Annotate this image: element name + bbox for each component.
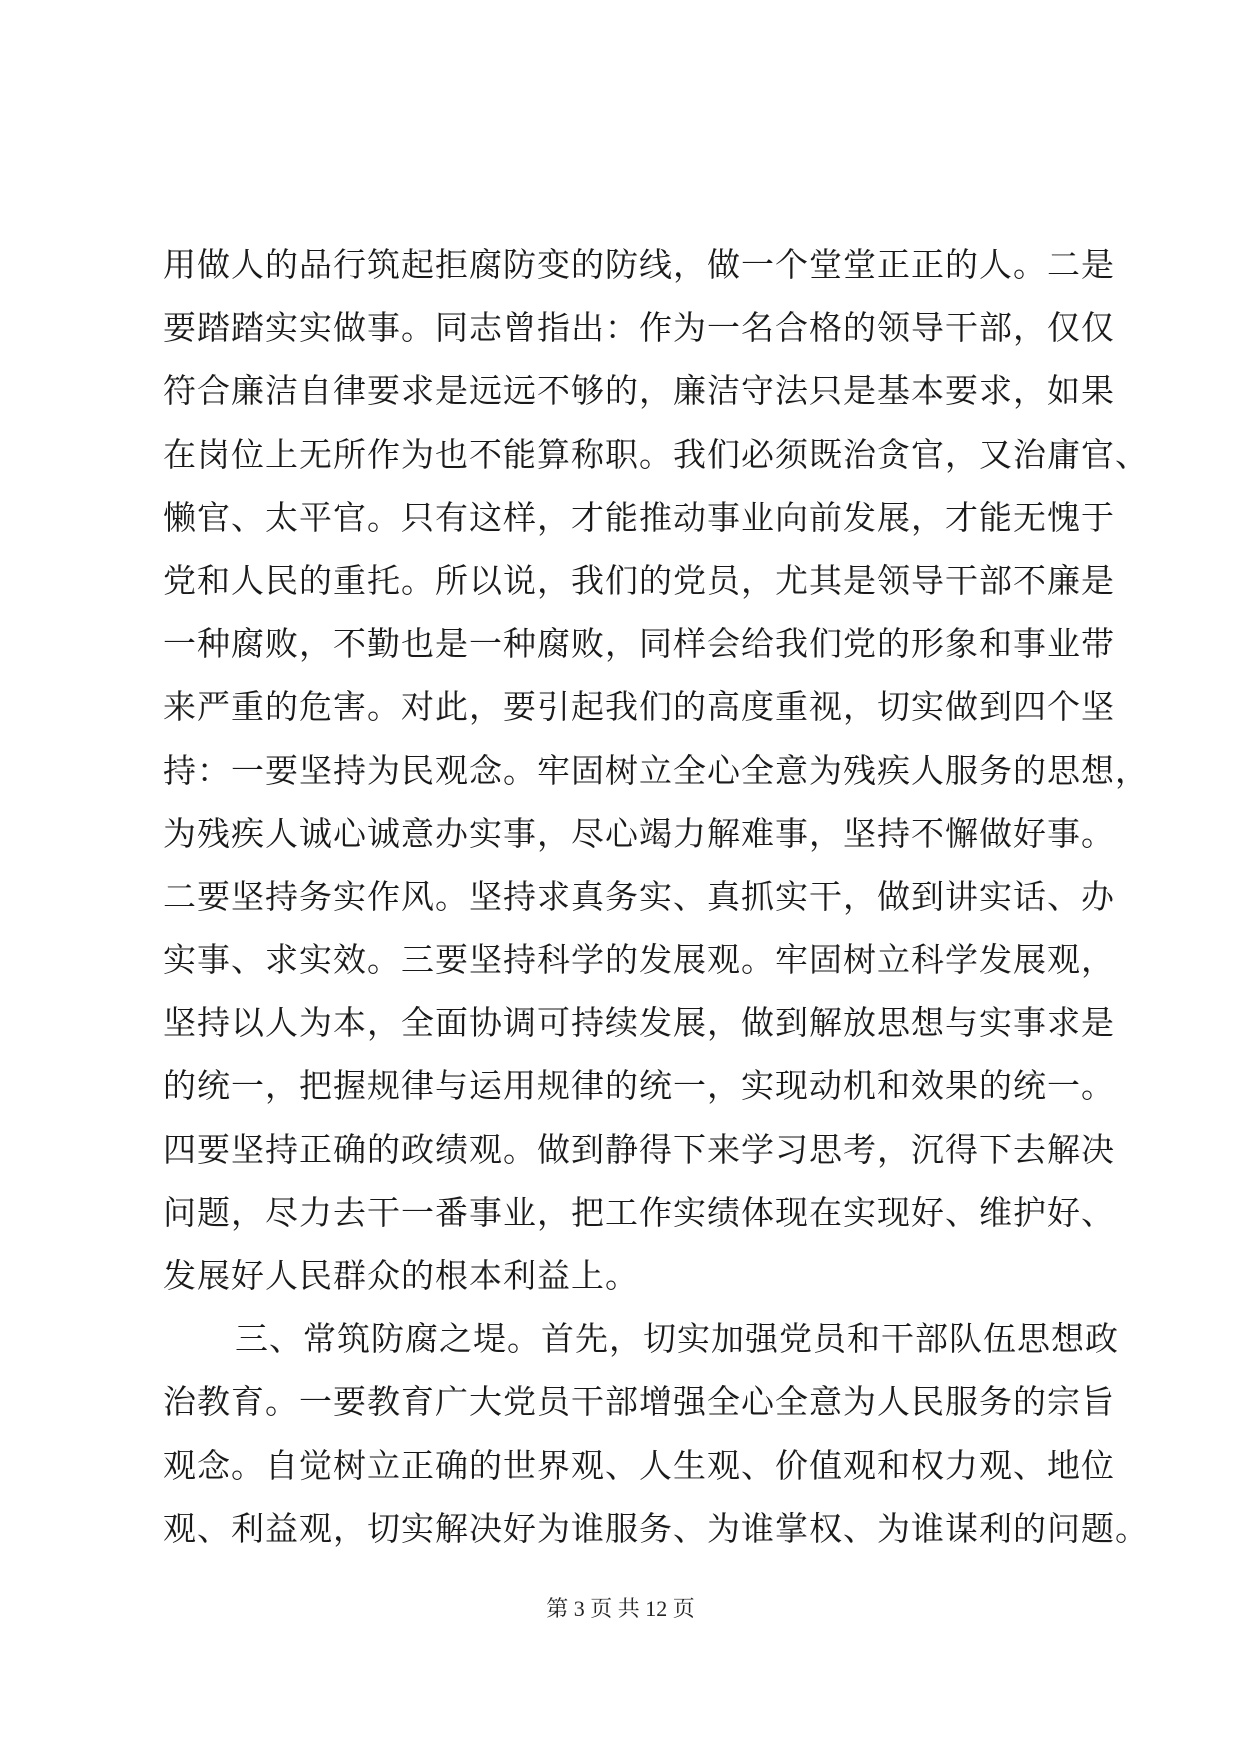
- text-line: 实事、求实效。三要坚持科学的发展观。牢固树立科学发展观，: [163, 940, 1115, 980]
- text-line: 的统一，把握规律与运用规律的统一，实现动机和效果的统一。: [163, 1066, 1115, 1106]
- text-line: 一种腐败，不勤也是一种腐败，同样会给我们党的形象和事业带: [163, 624, 1115, 664]
- text-line: 懒官、太平官。只有这样，才能推动事业向前发展，才能无愧于: [163, 497, 1115, 537]
- text-line: 用做人的品行筑起拒腐防变的防线，做一个堂堂正正的人。二是: [163, 245, 1115, 284]
- text-line: 符合廉洁自律要求是远远不够的，廉洁守法只是基本要求，如果: [163, 371, 1115, 411]
- text-line: 来严重的危害。对此，要引起我们的高度重视，切实做到四个坚: [163, 687, 1115, 727]
- text-line: 四要坚持正确的政绩观。做到静得下来学习思考，沉得下去解决: [163, 1129, 1115, 1169]
- text-line: 要踏踏实实做事。同志曾指出：作为一名合格的领导干部，仅仅: [163, 308, 1115, 348]
- text-line: 治教育。一要教育广大党员干部增强全心全意为人民服务的宗旨: [163, 1382, 1115, 1422]
- text-line: 党和人民的重托。所以说，我们的党员，尤其是领导干部不廉是: [163, 560, 1115, 600]
- text-line: 观、利益观，切实解决好为谁服务、为谁掌权、为谁谋利的问题。: [163, 1508, 1149, 1548]
- text-line: 问题，尽力去干一番事业，把工作实绩体现在实现好、维护好、: [163, 1192, 1115, 1232]
- text-line: 坚持以人为本，全面协调可持续发展，做到解放思想与实事求是: [163, 1003, 1115, 1043]
- body-text: [163, 233, 1149, 1560]
- text-line: 为残疾人诚心诚意办实事，尽心竭力解难事，坚持不懈做好事。: [163, 813, 1115, 853]
- text-line: 二要坚持务实作风。坚持求真务实、真抓实干，做到讲实话、办: [163, 876, 1115, 916]
- text-line: 持：一要坚持为民观念。牢固树立全心全意为残疾人服务的思想，: [163, 750, 1149, 790]
- page-number-footer: 第 3 页 共 12 页: [546, 1596, 695, 1621]
- text-line: 三、常筑防腐之堤。首先，切实加强党员和干部队伍思想政: [235, 1319, 1119, 1359]
- text-line: 在岗位上无所作为也不能算称职。我们必须既治贪官，又治庸官、: [163, 434, 1149, 474]
- text-line: 发展好人民群众的根本利益上。: [163, 1256, 639, 1295]
- text-line: 观念。自觉树立正确的世界观、人生观、价值观和权力观、地位: [163, 1445, 1115, 1485]
